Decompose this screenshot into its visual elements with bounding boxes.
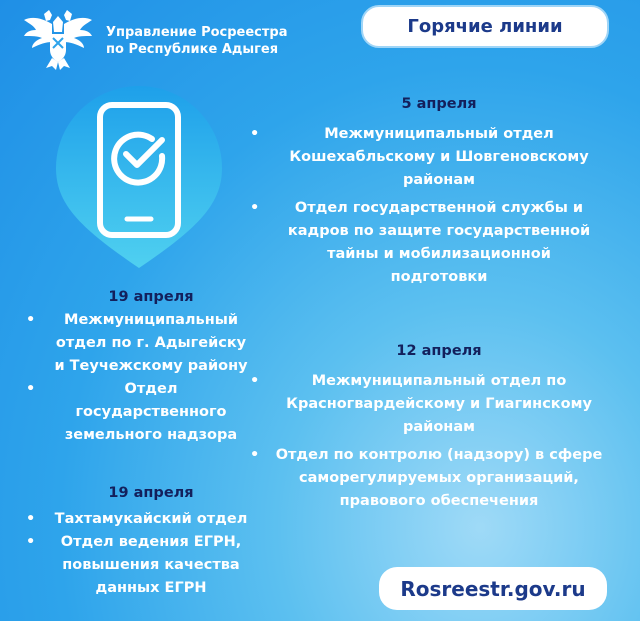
hotline-block-april-19-first xyxy=(40,286,262,447)
list-item xyxy=(40,531,262,600)
smartphone-checkmark-icon xyxy=(52,82,226,272)
item-line: • Межмуниципальный xyxy=(64,312,238,328)
item-line: • Отдел xyxy=(124,381,178,397)
hotline-block-april-5 xyxy=(264,93,614,289)
date-label: 19 апреля xyxy=(108,485,194,501)
item-line: данных ЕГРН xyxy=(95,580,207,596)
item-line: и Теучежскому району xyxy=(54,358,248,374)
emblem-icon xyxy=(22,10,94,72)
date-label: 12 апреля xyxy=(396,343,482,359)
item-line: районам xyxy=(403,172,475,188)
list-item xyxy=(40,508,262,531)
item-line: • Межмуниципальный отдел xyxy=(324,126,554,142)
org-line-2: по Республике Адыгея xyxy=(106,42,279,57)
item-line: Кошехабльскому и Шовгеновскому xyxy=(289,149,589,165)
item-line: государственного xyxy=(75,404,227,420)
item-line: • Межмуниципальный отдел по xyxy=(311,373,567,389)
item-line: тайны и мобилизационной xyxy=(327,246,551,262)
org-line-1: Управление Росреестра xyxy=(106,25,288,40)
item-line: • Отдел по контролю (надзору) в сфере xyxy=(275,447,603,463)
item-line: саморегулируемых организаций, xyxy=(299,470,579,486)
page-title: Горячие линии xyxy=(361,5,609,48)
hotline-block-april-19-second xyxy=(40,482,262,600)
item-line: • Тахтамукайский отдел xyxy=(54,511,248,527)
item-line: кадров по защите государственной xyxy=(287,223,591,239)
date-label: 5 апреля xyxy=(401,96,477,112)
list-item xyxy=(40,378,262,447)
item-line: • Отдел ведения ЕГРН, xyxy=(60,534,242,550)
hotline-block-april-12 xyxy=(264,340,614,513)
list-item xyxy=(264,370,614,439)
item-line: отдел по г. Адыгейску xyxy=(55,335,247,351)
item-line: районам xyxy=(403,419,475,435)
list-item xyxy=(40,309,262,378)
item-line: земельного надзора xyxy=(64,427,238,443)
list-item xyxy=(264,444,614,513)
item-line: • Отдел государственной службы и xyxy=(294,200,584,216)
date-label: 19 апреля xyxy=(108,289,194,305)
item-line: Красногвардейскому и Гиагинскому xyxy=(286,396,592,412)
item-line: подготовки xyxy=(390,269,488,285)
list-item xyxy=(264,123,614,192)
list-item xyxy=(264,197,614,289)
item-line: правового обеспечения xyxy=(339,493,539,509)
organization-name xyxy=(106,24,288,58)
website-link[interactable]: Rosreestr.gov.ru xyxy=(379,567,607,610)
item-line: повышения качества xyxy=(62,557,240,573)
